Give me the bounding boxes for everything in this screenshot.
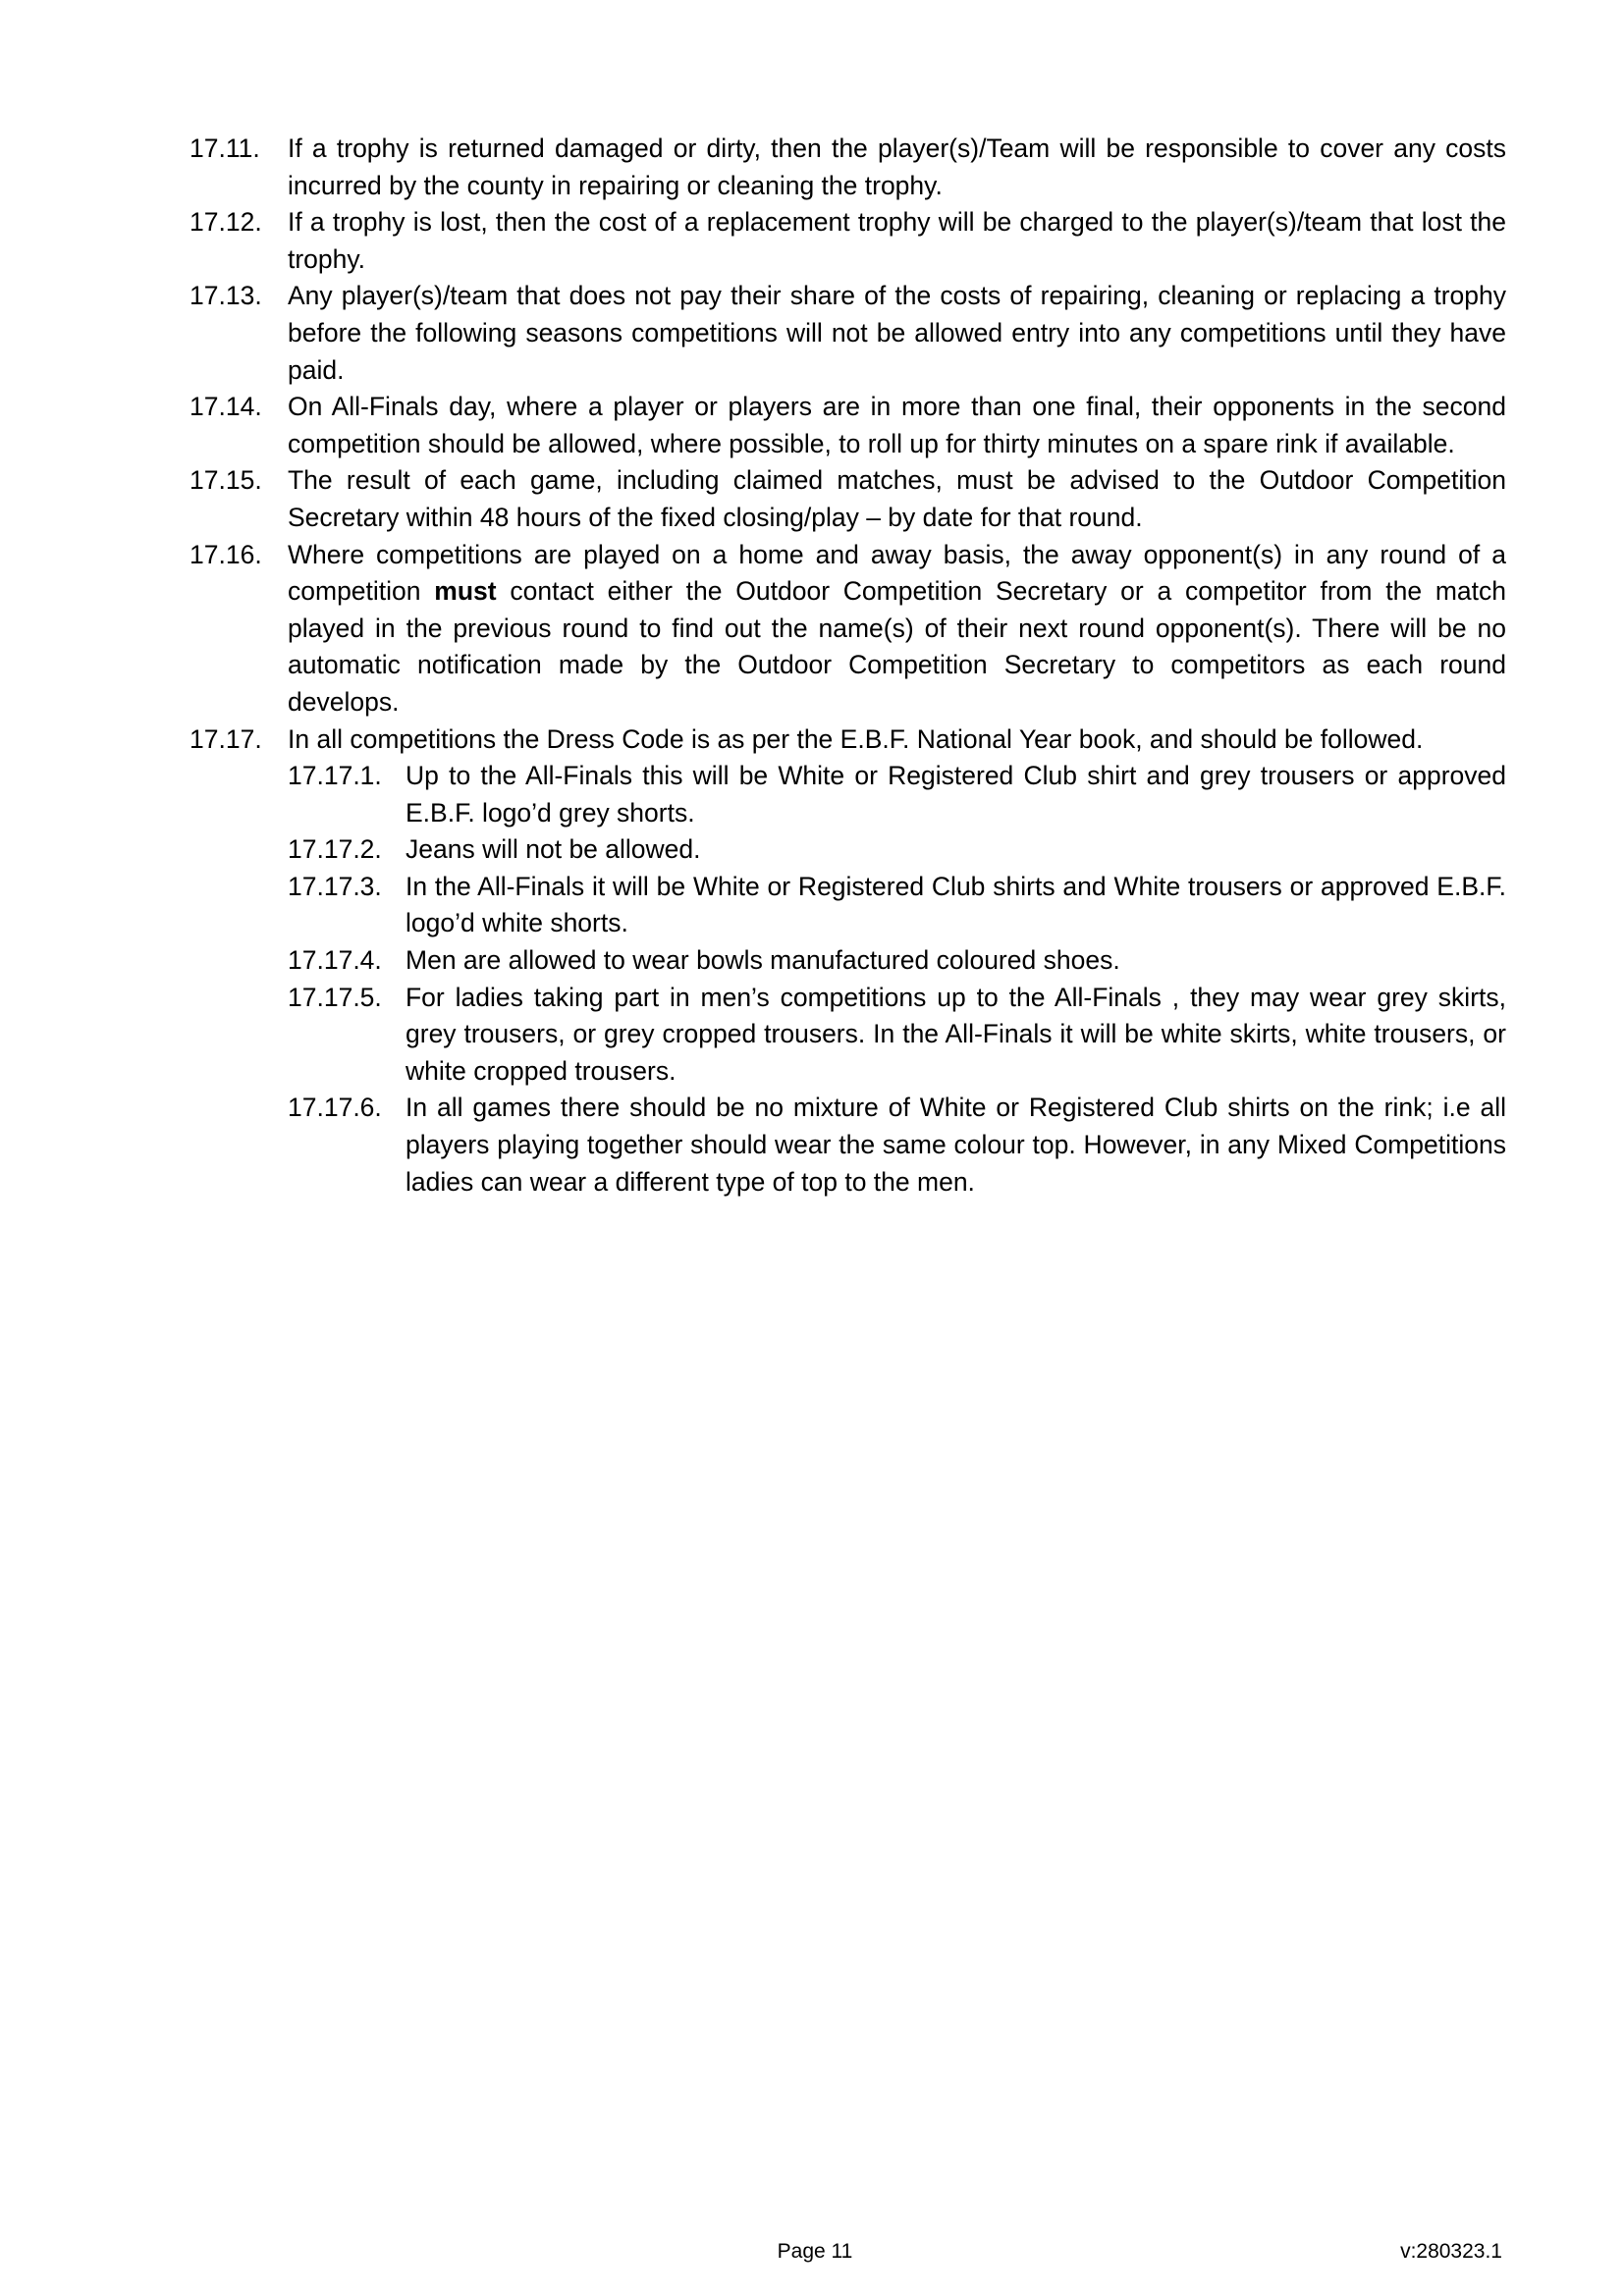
clause-text: On All-Finals day, where a player or players are in more than one final, their opponents in the second competition should be allowed, where possible, to roll up for thirty minutes on a spare rink if available. <box>288 392 1506 458</box>
clause-text: If a trophy is lost, then the cost of a replacement trophy will be charged to the player(s)/team that lost the trophy. <box>288 207 1506 274</box>
subclause-text: In the All-Finals it will be White or Registered Club shirts and White trousers or approved E.B.F. logo’d white shorts. <box>406 871 1506 938</box>
clause-number: 17.13. <box>189 281 262 311</box>
subclause-17-17-6 <box>288 1090 1506 1201</box>
clause-number: 17.14. <box>189 392 262 422</box>
subclause-text: Men are allowed to wear bowls manufactured coloured shoes. <box>406 945 1120 976</box>
clause-17-17 <box>189 721 1506 759</box>
clause-text <box>288 537 1506 721</box>
subclause-number: 17.17.4. <box>288 945 382 976</box>
subclause-17-17-5 <box>288 980 1506 1091</box>
clause-text: If a trophy is returned damaged or dirty, then the player(s)/Team will be responsible to cover any costs incurred by the county in repairing or cleaning the trophy. <box>288 133 1506 200</box>
clause-number: 17.17. <box>189 723 262 754</box>
clause-17-14 <box>189 389 1506 462</box>
subclause-text: Up to the All-Finals this will be White or Registered Club shirt and grey trousers or approved E.B.F. logo’d grey shorts. <box>406 761 1506 828</box>
subclause-number: 17.17.6. <box>288 1093 382 1123</box>
clause-17-12 <box>189 204 1506 278</box>
document-version: v:280323.1 <box>1400 2240 1502 2263</box>
clause-17-13 <box>189 278 1506 389</box>
subclause-number: 17.17.3. <box>288 871 382 901</box>
subclause-17-17-1 <box>288 758 1506 831</box>
subclause-17-17-2 <box>288 831 1506 869</box>
emphasis-must: must <box>434 576 497 607</box>
subclause-text: For ladies taking part in men’s competitions up to the All-Finals , they may wear grey skirts, grey trousers, or grey cropped trousers. In the All-Finals it will be white skirts, white trousers, or white cropped trousers. <box>406 982 1506 1086</box>
page-number: Page 11 <box>777 2240 853 2263</box>
subclause-17-17-4 <box>288 942 1506 980</box>
clause-text: Any player(s)/team that does not pay their share of the costs of repairing, cleaning or replacing a trophy before the following seasons competitions will not be allowed entry into any competitions until they have paid. <box>288 281 1506 385</box>
document-body <box>189 131 1506 1201</box>
subclause-number: 17.17.5. <box>288 982 382 1012</box>
clause-17-11 <box>189 131 1506 204</box>
clause-text: In all competitions the Dress Code is as per the E.B.F. National Year book, and should be followed. <box>288 723 1424 754</box>
subclause-text: Jeans will not be allowed. <box>406 834 701 865</box>
clause-number: 17.16. <box>189 539 262 569</box>
clause-17-15 <box>189 462 1506 536</box>
subclause-text: In all games there should be no mixture of White or Registered Club shirts on the rink; i.e all players playing together should wear the same colour top. However, in any Mixed Competitions ladies can wear a different type of top to the men. <box>406 1093 1506 1197</box>
clause-text-before: Where competitions are played on a home and away basis, the away opponent(s) in any round of a competition <box>288 539 1506 607</box>
clause-number: 17.15. <box>189 465 262 496</box>
clause-number: 17.11. <box>189 133 260 163</box>
subclause-number: 17.17.2. <box>288 834 382 865</box>
subclause-number: 17.17.1. <box>288 761 382 791</box>
clause-17-16 <box>189 537 1506 721</box>
clause-text: The result of each game, including claimed matches, must be advised to the Outdoor Competition Secretary within 48 hours of the fixed closing/play – by date for that round. <box>288 465 1506 532</box>
clause-number: 17.12. <box>189 207 262 238</box>
subclause-17-17-3 <box>288 869 1506 942</box>
clause-text-after: contact either the Outdoor Competition Secretary or a competitor from the match played in the previous round to find out the name(s) of their next round opponent(s). There will be no automatic notification made by the Outdoor Competition Secretary to competitors as each round develops. <box>288 576 1506 717</box>
